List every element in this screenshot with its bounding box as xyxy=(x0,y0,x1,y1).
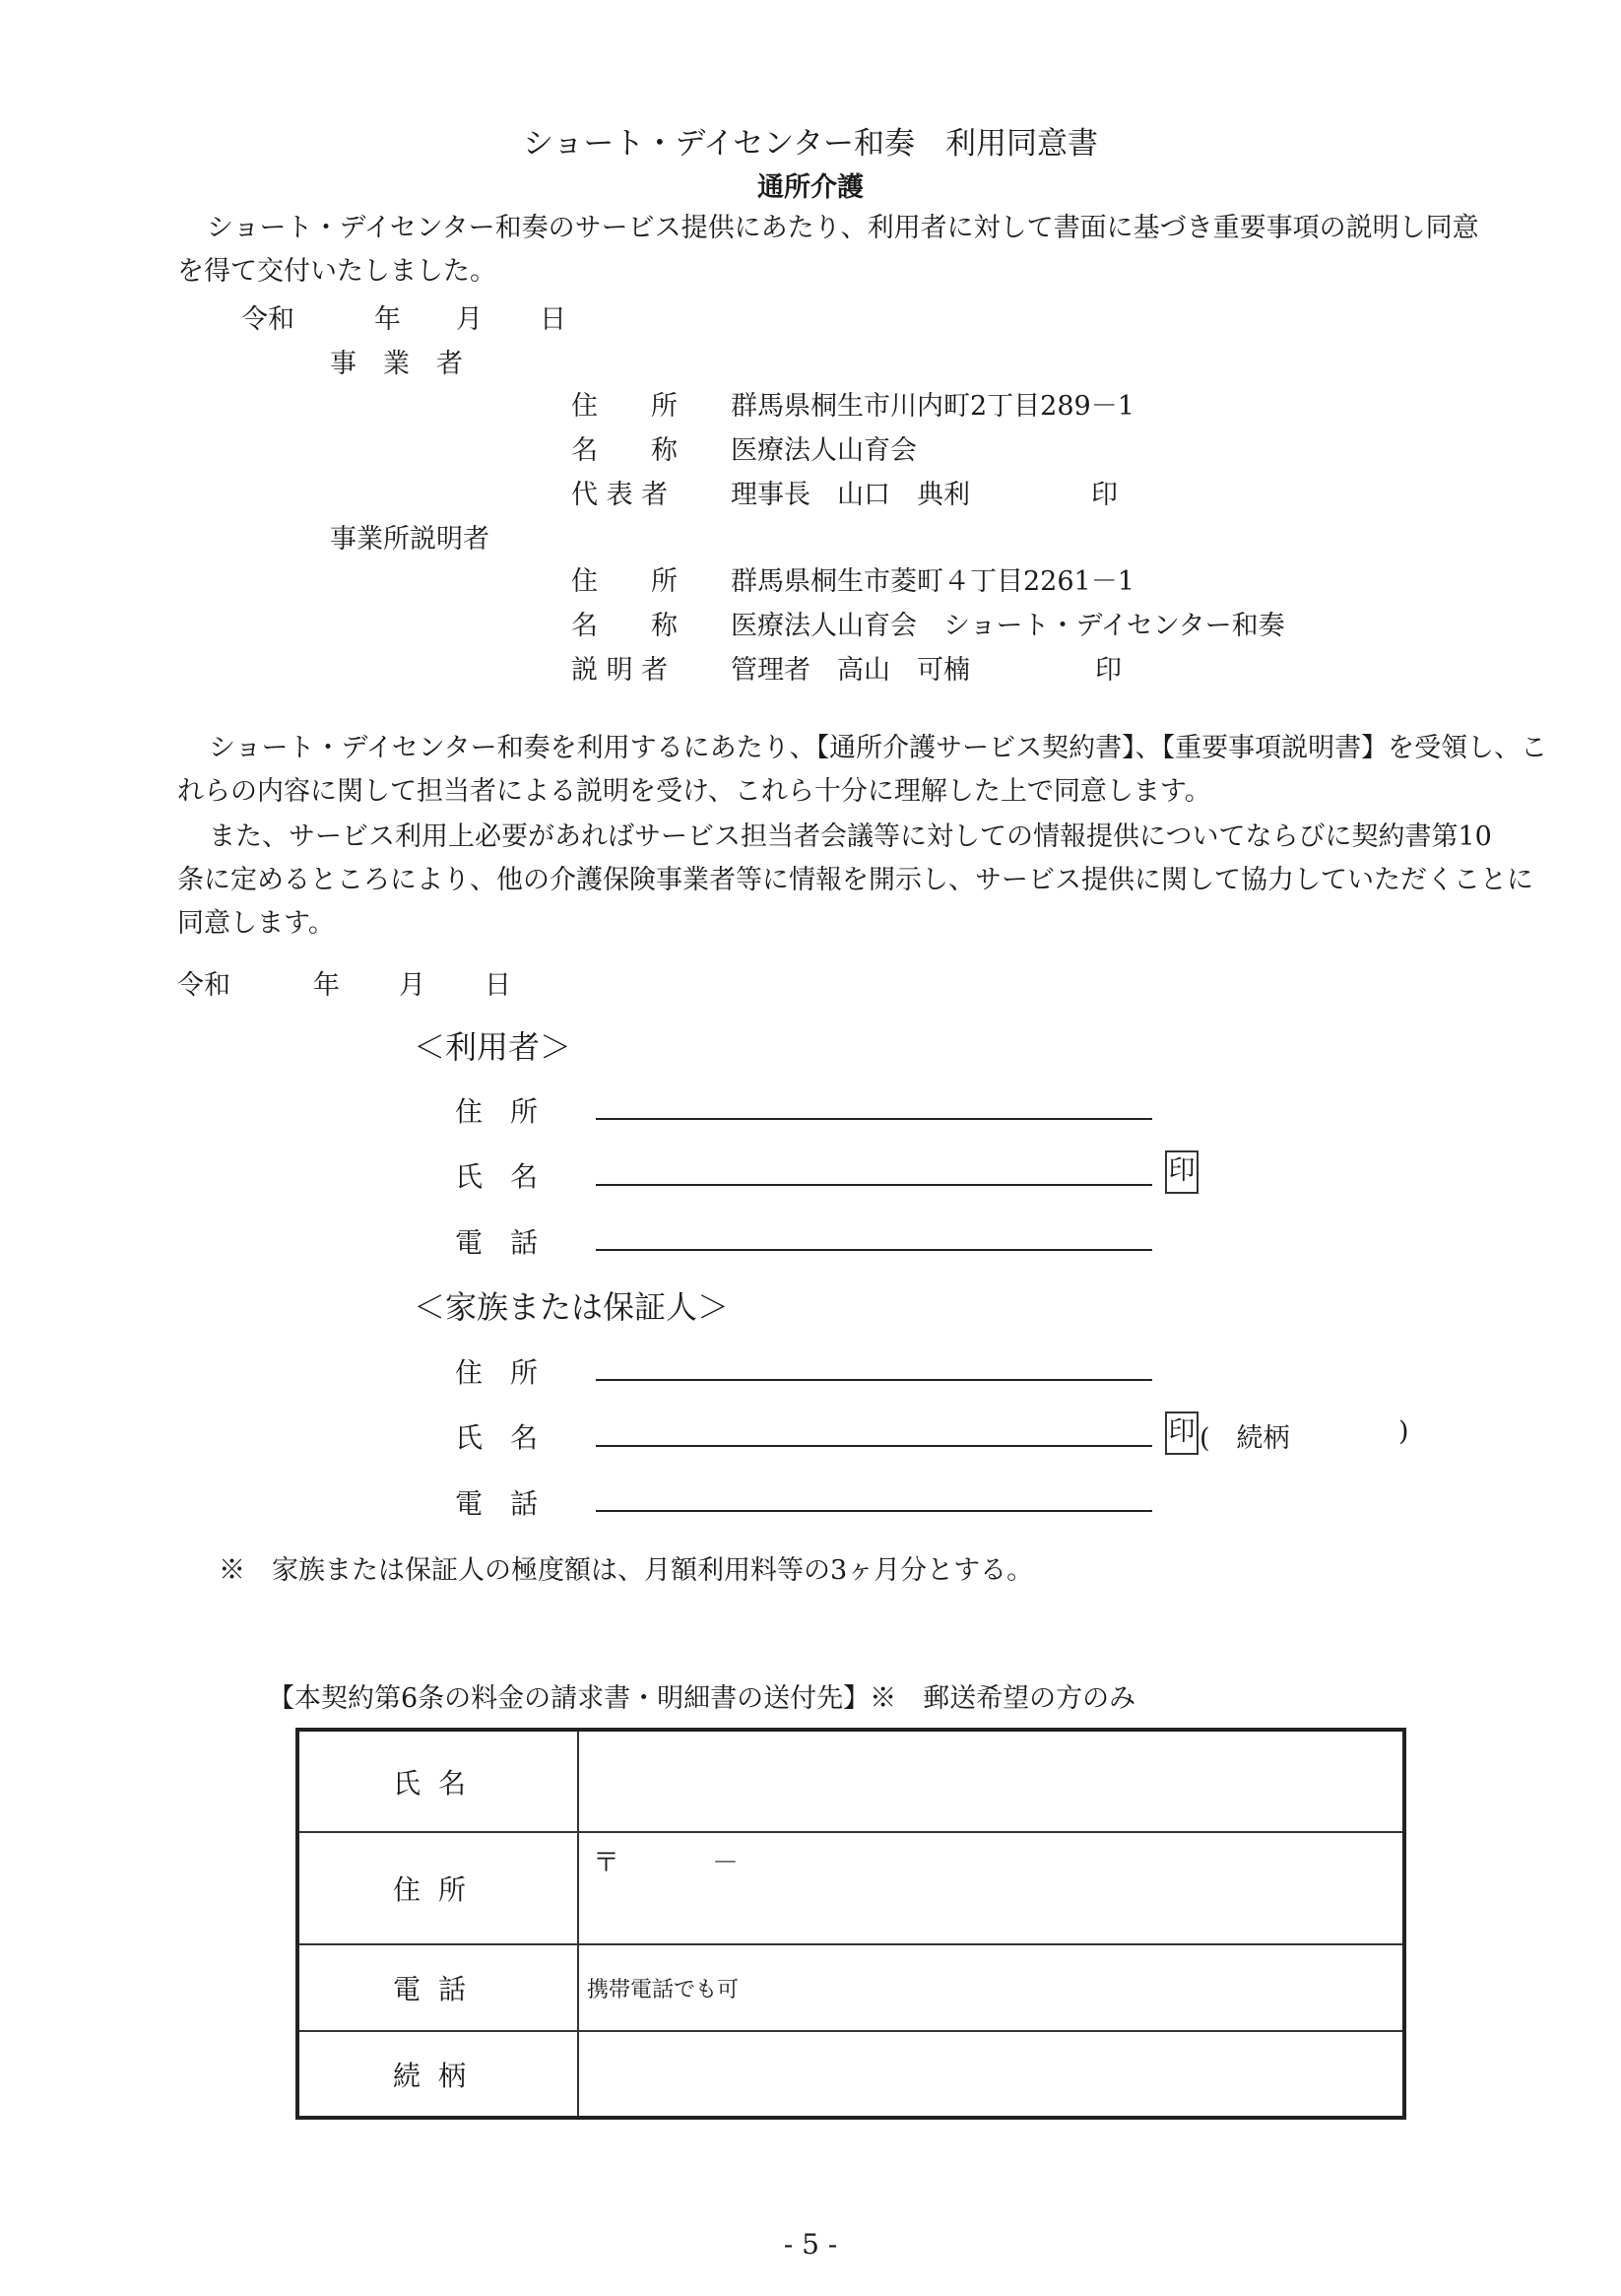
office-name-label: 名 称 xyxy=(571,611,678,641)
guarantor-address-line[interactable] xyxy=(596,1379,1152,1381)
business-seal-mark: 印 xyxy=(1091,480,1118,510)
user-phone-label: 電 話 xyxy=(455,1226,539,1259)
guarantor-phone-line[interactable] xyxy=(596,1510,1152,1512)
user-address-label: 住 所 xyxy=(455,1095,539,1128)
date1-day: 日 xyxy=(540,304,566,335)
business-label: 事 業 者 xyxy=(330,349,463,379)
user-seal-box: 印 xyxy=(1165,1150,1199,1194)
guarantor-name-line[interactable] xyxy=(596,1445,1152,1447)
business-name-label: 名 称 xyxy=(571,435,678,466)
guarantor-heading: ＜家族または保証人＞ xyxy=(414,1288,730,1326)
consent-line-1: ショート・デイセンター和奏を利用するにあたり、【通所介護サービス契約書】、【重要事項説明書】を受領し、こ xyxy=(209,733,1548,763)
mailing-row-relation xyxy=(297,2031,1404,2118)
office-label: 事業所説明者 xyxy=(330,524,489,555)
mailing-name-label: 氏名 xyxy=(297,1730,578,1832)
consent-line-4: 条に定めるところにより、他の介護保険事業者等に情報を開示し、サービス提供に関して協力していただくことに xyxy=(177,865,1533,895)
office-name: 医療法人山育会 ショート・デイセンター和奏 xyxy=(731,611,1285,641)
date1-year: 年 xyxy=(374,304,401,335)
page-number: - 5 - xyxy=(783,2228,838,2261)
date2-month: 月 xyxy=(399,970,425,1001)
date1-era: 令和 xyxy=(241,304,294,335)
mailing-heading: 【本契約第6条の料金の請求書・明細書の送付先】※ 郵送希望の方のみ xyxy=(268,1683,1136,1714)
business-address-label: 住 所 xyxy=(571,391,678,422)
user-name-line[interactable] xyxy=(596,1184,1152,1186)
postal-mark: 〒 xyxy=(593,1848,619,1878)
guarantor-relation-open: ( 続柄 xyxy=(1200,1423,1290,1454)
guarantor-limit-note: ※ 家族または保証人の極度額は、月額利用料等の3ヶ月分とする。 xyxy=(219,1555,1034,1586)
intro-line-2: を得て交付いたしました。 xyxy=(177,256,496,287)
user-address-line[interactable] xyxy=(596,1118,1152,1120)
guarantor-relation-close: ) xyxy=(1398,1416,1409,1447)
mailing-table xyxy=(295,1728,1406,2120)
mailing-relation-field[interactable] xyxy=(578,2031,1404,2118)
guarantor-phone-label: 電 話 xyxy=(455,1487,539,1520)
guarantor-seal-box: 印 xyxy=(1165,1411,1199,1455)
office-explainer: 管理者 高山 可楠 xyxy=(731,655,970,686)
consent-line-5: 同意します。 xyxy=(177,908,335,939)
guarantor-address-label: 住 所 xyxy=(455,1356,539,1389)
mailing-phone-label: 電話 xyxy=(297,1944,578,2031)
postal-dash: － xyxy=(712,1848,739,1878)
office-seal-mark: 印 xyxy=(1095,655,1122,686)
mailing-address-field[interactable] xyxy=(578,1832,1404,1944)
mailing-row-phone xyxy=(297,1944,1404,2031)
intro-line-1: ショート・デイセンター和奏のサービス提供にあたり、利用者に対して書面に基づき重要事項の説明し同意 xyxy=(207,213,1479,243)
office-address: 群馬県桐生市菱町４丁目2261－1 xyxy=(731,566,1135,597)
office-address-label: 住 所 xyxy=(571,566,678,597)
consent-line-3: また、サービス利用上必要があればサービス担当者会議等に対しての情報提供についてならびに契約書第10 xyxy=(209,821,1492,852)
office-explainer-label: 説 明 者 xyxy=(571,655,669,686)
mailing-relation-label: 続柄 xyxy=(297,2031,578,2118)
date2-day: 日 xyxy=(485,970,511,1001)
date2-year: 年 xyxy=(313,970,340,1001)
business-rep-label: 代 表 者 xyxy=(571,480,669,510)
user-heading: ＜利用者＞ xyxy=(414,1028,572,1066)
guarantor-name-label: 氏 名 xyxy=(455,1421,539,1454)
business-address: 群馬県桐生市川内町2丁目289－1 xyxy=(731,391,1135,422)
mailing-row-name xyxy=(297,1730,1404,1832)
user-phone-line[interactable] xyxy=(596,1249,1152,1251)
business-rep: 理事長 山口 典利 xyxy=(731,480,970,510)
mailing-phone-field[interactable]: 携帯電話でも可 xyxy=(578,1944,1404,2031)
mailing-name-field[interactable] xyxy=(578,1730,1404,1832)
mailing-address-label: 住所 xyxy=(297,1832,578,1944)
business-name: 医療法人山育会 xyxy=(731,435,917,466)
date2-era: 令和 xyxy=(177,970,230,1001)
document-subtitle: 通所介護 xyxy=(757,172,864,203)
document-title: ショート・デイセンター和奏 利用同意書 xyxy=(522,126,1099,162)
user-name-label: 氏 名 xyxy=(455,1160,539,1193)
consent-line-2: れらの内容に関して担当者による説明を受け、これら十分に理解した上で同意します。 xyxy=(177,776,1211,807)
date1-month: 月 xyxy=(456,304,483,335)
mailing-row-address xyxy=(297,1832,1404,1944)
